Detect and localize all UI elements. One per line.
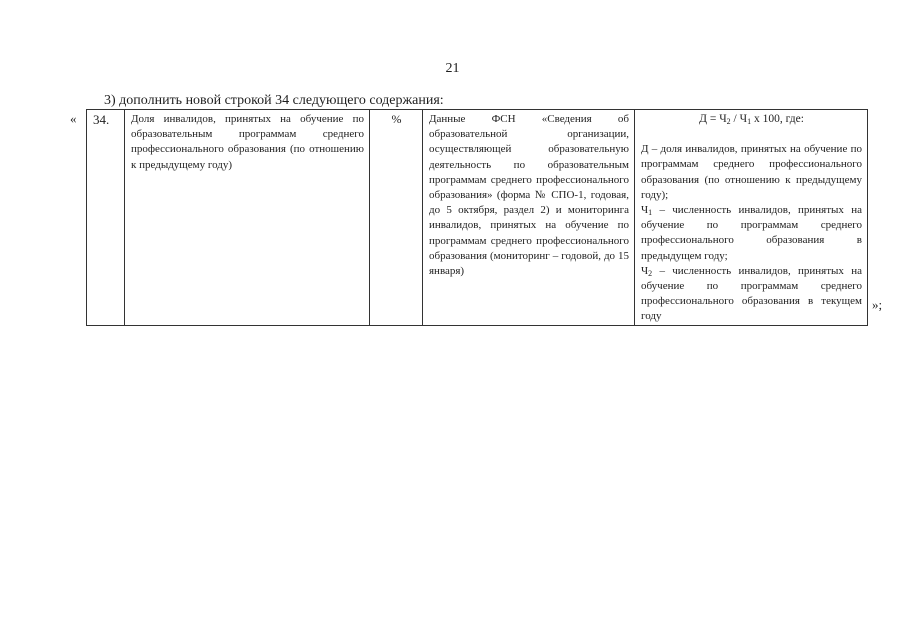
calculation-method <box>635 110 868 326</box>
data-source: Данные ФСН «Сведения об образовательной организации, осуществляющей образовательную деятельность по образовательным программам среднего профессионального образования» (форма № СПО-1, годовая, до 5 октября, раздел 2) и мониторинга инвалидов, принятых на обучение по программам среднего профессионального образования (мониторинг – годовой, до 15 января) <box>423 110 635 326</box>
table-row <box>87 110 868 326</box>
unit-of-measure: % <box>370 110 423 326</box>
row-number: 34. <box>87 110 125 326</box>
formula-subscript: 2 <box>726 117 731 126</box>
formula-part: Д = Ч <box>699 113 727 125</box>
formula-subscript: 1 <box>747 117 752 126</box>
variable-definition: – численность инвалидов, принятых на обучение по программам среднего профессионального образования в текущем году <box>641 264 862 323</box>
variable-definition: – численность инвалидов, принятых на обучение по программам среднего профессионального образования в предыдущем году; <box>641 204 862 262</box>
closing-quote: »; <box>872 297 883 312</box>
variable-letter: Ч <box>641 264 649 277</box>
variable-letter: Ч <box>641 204 649 217</box>
amendment-intro: 3) дополнить новой строкой 34 следующего содержания: <box>104 93 444 108</box>
opening-quote: « <box>70 111 77 126</box>
formula <box>641 112 862 127</box>
spacer <box>641 127 862 142</box>
d-definition: Д – доля инвалидов, принятых на обучение по программам среднего профессионального образования (по отношению к предыдущему году); <box>641 143 862 201</box>
variable-subscript: 2 <box>648 268 653 278</box>
indicator-name: Доля инвалидов, принятых на обучение по образовательным программам среднего профессионального образования (по отношению к предыдущему году) <box>125 110 370 326</box>
variable-subscript: 1 <box>648 208 653 218</box>
ch1-definition <box>641 203 862 264</box>
formula-part: / Ч <box>730 113 748 125</box>
ch2-definition <box>641 264 862 325</box>
page-number: 21 <box>445 61 460 76</box>
formula-part: x 100, где: <box>751 113 804 125</box>
indicator-table <box>86 109 868 326</box>
